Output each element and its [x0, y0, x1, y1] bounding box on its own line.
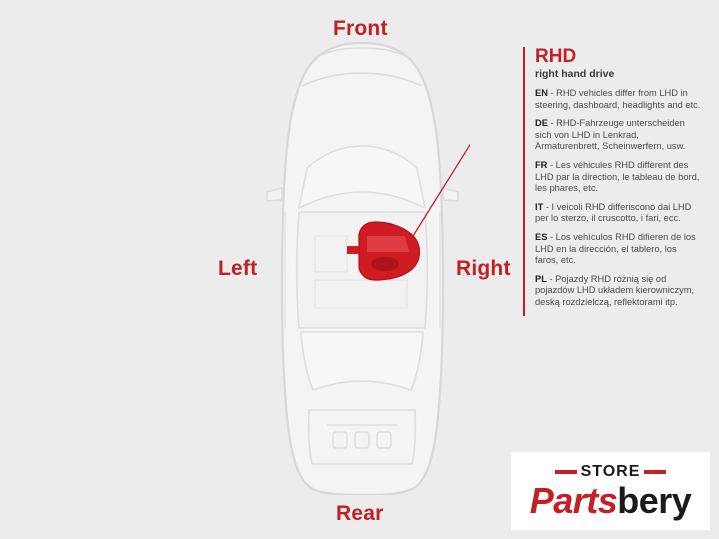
orientation-label-left: Left: [218, 257, 258, 280]
info-paragraph-en: [535, 88, 701, 111]
car-top-view-illustration: [255, 40, 470, 495]
info-text-en: - RHD vehicles differ from LHD in steering, dashboard, headlights and etc.: [535, 88, 701, 110]
orientation-label-right: Right: [456, 257, 511, 280]
logo-store-row: [555, 463, 667, 481]
info-paragraph-fr: [535, 160, 701, 195]
info-paragraph-it: [535, 202, 701, 225]
info-lang-de: DE: [535, 118, 548, 129]
info-text-fr: - Les véhicules RHD diffèrent des LHD par la direction, le tableau de bord, les phares, etc.: [535, 159, 700, 194]
mirror-left: [267, 188, 282, 201]
info-lang-pl: PL: [535, 273, 547, 284]
info-lang-fr: FR: [535, 159, 548, 170]
info-paragraph-de: [535, 118, 701, 153]
car-outline-svg: [255, 40, 470, 495]
info-title: RHD: [535, 46, 577, 67]
trunk-panel: [309, 410, 416, 464]
mirror-right: [443, 188, 458, 201]
orientation-label-front: Front: [333, 17, 388, 40]
info-paragraph-es: [535, 232, 701, 267]
info-subtitle: right hand drive: [535, 68, 615, 80]
info-paragraph-pl: [535, 274, 701, 309]
logo-dash-left: [555, 470, 577, 474]
info-text-it: - I veicoli RHD differiscono dai LHD per lo sterzo, il cruscotto, i fari, ecc.: [535, 201, 692, 224]
logo-dash-right: [644, 470, 666, 474]
info-text-es: - Los vehículos RHD difieren de los LHD en la dirección, el tablero, los faros, etc.: [535, 231, 696, 266]
logo-bery-text: bery: [617, 479, 692, 521]
logo-store-text: STORE: [580, 462, 641, 480]
logo-parts-text: Parts: [529, 479, 618, 521]
info-lang-es: ES: [535, 231, 548, 242]
brand-logo: [511, 452, 710, 530]
info-text-pl: - Pojazdy RHD różnią się od pojazdów LHD układem kierowniczym, deską rozdzielczą, reflektorami itp.: [535, 273, 695, 307]
info-lang-en: EN: [535, 88, 548, 98]
rear-window: [301, 332, 423, 390]
info-text-de: - RHD-Fahrzeuge unterscheiden sich von LHD in Lenkrad, Armaturenbrett, Scheinwerfern, usw.: [535, 118, 686, 152]
orientation-label-rear: Rear: [336, 502, 384, 525]
logo-wordmark: [529, 479, 692, 521]
rhd-info-panel: [523, 47, 701, 316]
info-lang-it: IT: [535, 201, 544, 212]
